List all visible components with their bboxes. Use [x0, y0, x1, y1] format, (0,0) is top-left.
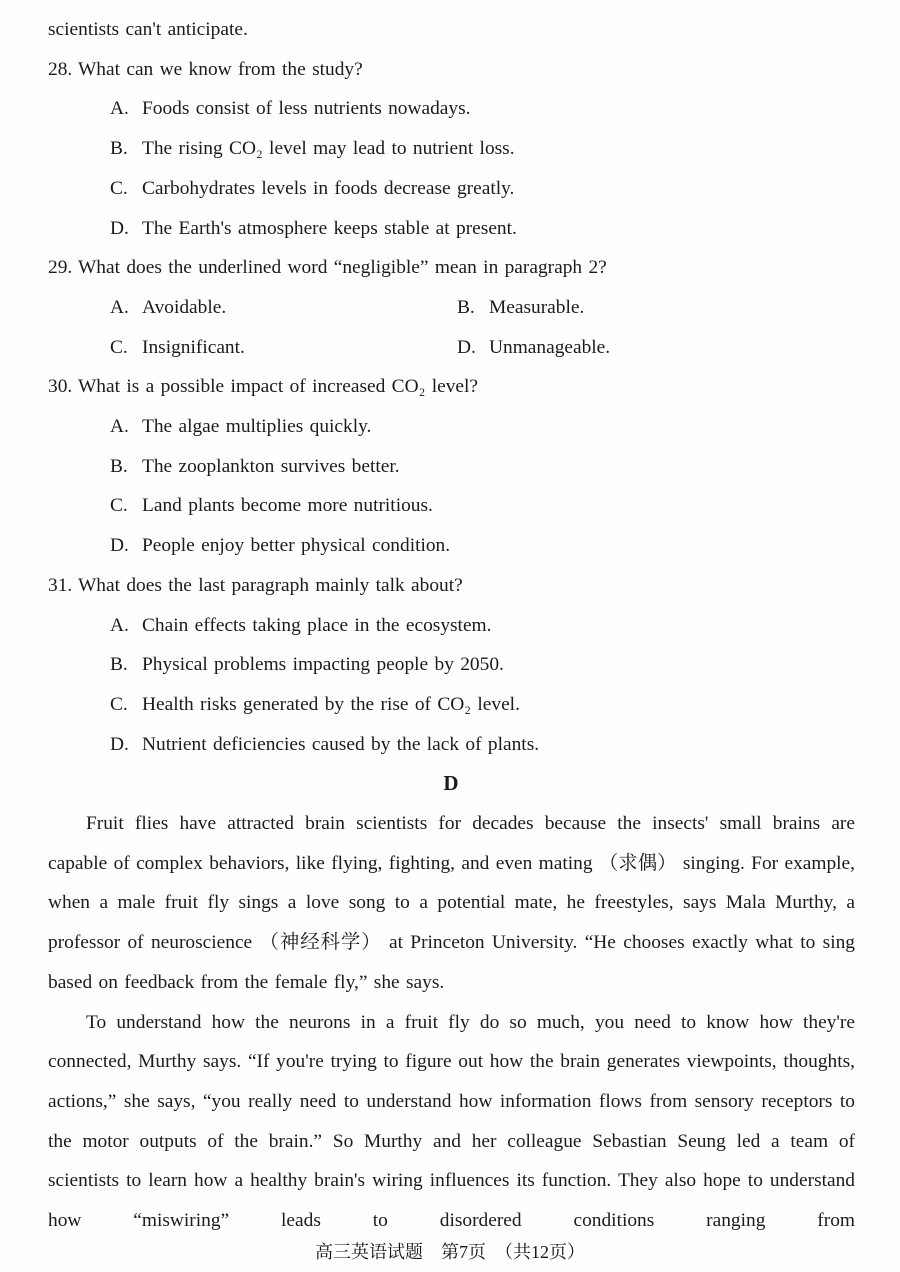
option-text: Health risks generated by the rise of CO₂ level. [142, 693, 520, 715]
option-text: Carbohydrates levels in foods decrease greatly. [142, 177, 515, 199]
option-31-a [110, 606, 855, 646]
section-d-heading: D [443, 771, 460, 796]
option-label: D. [110, 217, 129, 239]
question-31-head [48, 566, 855, 606]
question-30-options [48, 407, 855, 566]
option-text: Physical problems impacting people by 2050. [142, 654, 504, 676]
option-label: A. [110, 416, 129, 438]
option-30-c [110, 486, 855, 526]
question-28-options [48, 89, 855, 248]
option-31-b [110, 645, 855, 685]
option-28-b [110, 129, 855, 169]
question-30 [48, 367, 855, 566]
option-31-d [110, 725, 855, 765]
question-31-options [48, 606, 855, 765]
question-text: What is a possible impact of increased CO₂ level? [78, 376, 478, 398]
question-number: 29. [48, 257, 73, 279]
option-label: B. [110, 138, 128, 160]
option-30-d [110, 526, 855, 566]
option-text: Foods consist of less nutrients nowadays. [142, 98, 471, 120]
option-28-d [110, 209, 855, 249]
question-number: 28. [48, 58, 73, 80]
option-label: A. [110, 98, 129, 120]
question-28 [48, 50, 855, 249]
option-29-b [457, 288, 855, 328]
option-29-a [110, 288, 457, 328]
option-text: Land plants become more nutritious. [142, 495, 433, 517]
question-28-head [48, 50, 855, 90]
option-text: Insignificant. [142, 336, 245, 358]
question-29-head [48, 248, 855, 288]
question-30-head [48, 367, 855, 407]
option-28-a [110, 89, 855, 129]
option-text: People enjoy better physical condition. [142, 535, 451, 557]
option-label: A. [110, 296, 129, 318]
option-text: Nutrient deficiencies caused by the lack of plants. [142, 733, 540, 755]
option-label: C. [110, 336, 128, 358]
page-footer: 高三英语试题 第7页 （共12页） [315, 1242, 585, 1262]
option-label: A. [110, 614, 129, 636]
question-29-options [48, 288, 855, 367]
option-label: B. [457, 296, 475, 318]
question-number: 31. [48, 574, 73, 596]
option-28-c [110, 169, 855, 209]
option-text: The zooplankton survives better. [142, 455, 400, 477]
question-text: What does the underlined word “negligible” mean in paragraph 2? [78, 257, 607, 279]
option-31-c [110, 685, 855, 725]
question-31 [48, 566, 855, 765]
option-label: C. [110, 177, 128, 199]
passage-paragraph-1: Fruit flies have attracted brain scientists for decades because the insects' small brains are capable of complex behaviors, like flying, fighting, and even mating （求偶） singing. For example, when a male fruit fly sings a love song to a potential mate, he freestyles, says Mala Murthy, a professor of neuroscience （神经科学） at Princeton University. “He chooses exactly what to sing based on feedback from the female fly,” she says. [48, 813, 855, 993]
option-label: D. [110, 535, 129, 557]
question-number: 30. [48, 376, 73, 398]
option-text: Avoidable. [142, 296, 227, 318]
option-text: The Earth's atmosphere keeps stable at present. [142, 217, 517, 239]
option-29-c [110, 328, 457, 368]
option-text: The algae multiplies quickly. [142, 416, 372, 438]
continuation-text: scientists can't anticipate. [48, 19, 248, 40]
option-text: Unmanageable. [489, 336, 611, 358]
option-text: Measurable. [489, 296, 585, 318]
option-label: B. [110, 654, 128, 676]
option-29-d [457, 328, 855, 368]
option-label: D. [110, 733, 129, 755]
option-label: B. [110, 455, 128, 477]
passage-paragraph-2: To understand how the neurons in a fruit fly do so much, you need to know how they're connected, Murthy says. “If you're trying to figure out how the brain generates viewpoints, thoughts, actions,” she says, “you really need to understand how information flows from sensory receptors to the motor outputs of the brain.” So Murthy and her colleague Sebastian Seung led a team of scientists to learn how a healthy brain's wiring influences its function. They also hope to understand how “miswiring” leads to disordered conditions ranging from [48, 1011, 855, 1232]
option-text: Chain effects taking place in the ecosystem. [142, 614, 492, 636]
option-text: The rising CO₂ level may lead to nutrient loss. [142, 138, 515, 160]
option-30-b [110, 447, 855, 487]
question-text: What can we know from the study? [78, 58, 363, 80]
option-label: C. [110, 495, 128, 517]
question-text: What does the last paragraph mainly talk about? [78, 574, 463, 596]
question-29 [48, 248, 855, 367]
option-label: D. [457, 336, 476, 358]
option-label: C. [110, 693, 128, 715]
option-30-a [110, 407, 855, 447]
